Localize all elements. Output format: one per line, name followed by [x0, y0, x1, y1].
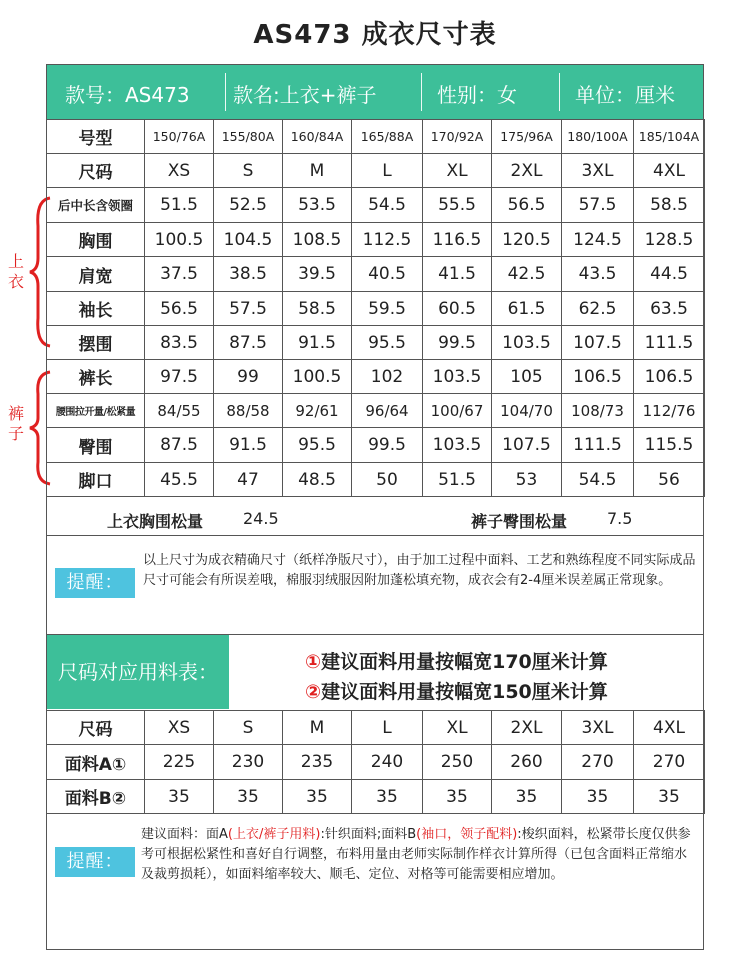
table-cell: 115.5: [634, 428, 705, 463]
table-row: [47, 394, 705, 428]
gender: 性别：女: [437, 83, 517, 107]
table-cell: 260: [492, 745, 562, 780]
top-ease-value: 24.5: [243, 509, 279, 528]
table-cell: 61.5: [492, 292, 562, 326]
table-cell: 55.5: [423, 188, 492, 223]
table-cell: 51.5: [145, 188, 214, 223]
table-cell: 250: [423, 745, 492, 780]
row-label: 后中长含领圈: [47, 188, 145, 223]
table-cell: 50: [352, 463, 423, 497]
row-label: 面料A①: [47, 745, 145, 780]
table-cell: 165/88A: [352, 120, 423, 154]
row-label: 袖长: [47, 292, 145, 326]
table-cell: 62.5: [562, 292, 634, 326]
row-label: 腰围拉开量/松紧量: [47, 394, 145, 428]
table-cell: XS: [145, 711, 214, 745]
table-cell: 35: [634, 780, 705, 814]
advice-150-mark: ②: [305, 681, 322, 703]
table-cell: 108.5: [283, 223, 352, 257]
table-cell: 60.5: [423, 292, 492, 326]
table-cell: 4XL: [634, 154, 705, 188]
row-label: 号型: [47, 120, 145, 154]
advice-150-text: 建议面料用量按幅宽150厘米计算: [321, 681, 608, 703]
table-cell: 53: [492, 463, 562, 497]
advice-150: [305, 677, 608, 704]
row-label: 臀围: [47, 428, 145, 463]
table-cell: 108/73: [562, 394, 634, 428]
reminder-text-2: [141, 825, 697, 885]
table-cell: 35: [214, 780, 283, 814]
table-cell: XS: [145, 154, 214, 188]
table-cell: 103.5: [423, 428, 492, 463]
table-cell: 99.5: [352, 428, 423, 463]
table-row: [47, 711, 705, 745]
table-row: [47, 780, 705, 814]
table-cell: 128.5: [634, 223, 705, 257]
top-ease-label: 上衣胸围松量: [107, 512, 204, 531]
table-cell: 45.5: [145, 463, 214, 497]
table-cell: M: [283, 711, 352, 745]
reminder-badge-1: 提醒：: [55, 568, 135, 598]
table-cell: 270: [634, 745, 705, 780]
fabric-heading: 尺码对应用料表：: [47, 635, 229, 709]
table-cell: 100/67: [423, 394, 492, 428]
table-cell: 35: [145, 780, 214, 814]
table-cell: 51.5: [423, 463, 492, 497]
table-row: [47, 745, 705, 780]
row-label: 尺码: [47, 154, 145, 188]
table-cell: 38.5: [214, 257, 283, 292]
row-label: 脚口: [47, 463, 145, 497]
table-cell: 39.5: [283, 257, 352, 292]
table-cell: 240: [352, 745, 423, 780]
table-cell: 91.5: [283, 326, 352, 360]
advice-170-text: 建议面料用量按幅宽170厘米计算: [321, 651, 608, 673]
table-cell: 37.5: [145, 257, 214, 292]
table-cell: 106.5: [562, 360, 634, 394]
row-label: 胸围: [47, 223, 145, 257]
table-row: [47, 463, 705, 497]
style-name: 款名:上衣+裤子: [233, 83, 377, 107]
table-row: [47, 188, 705, 223]
table-cell: 235: [283, 745, 352, 780]
table-cell: 106.5: [634, 360, 705, 394]
style-number: 款号：AS473: [65, 83, 190, 107]
table-cell: L: [352, 711, 423, 745]
table-cell: 47: [214, 463, 283, 497]
table-cell: 57.5: [214, 292, 283, 326]
table-cell: 3XL: [562, 154, 634, 188]
table-cell: 124.5: [562, 223, 634, 257]
table-cell: 111.5: [634, 326, 705, 360]
size-table: [46, 119, 705, 497]
page-title: AS473 成衣尺寸表: [253, 20, 497, 50]
table-row: [47, 360, 705, 394]
table-cell: 100.5: [283, 360, 352, 394]
table-cell: 95.5: [283, 428, 352, 463]
table-cell: 53.5: [283, 188, 352, 223]
unit: 单位：厘米: [575, 83, 675, 107]
table-cell: 160/84A: [283, 120, 352, 154]
table-cell: 56.5: [145, 292, 214, 326]
table-cell: 54.5: [562, 463, 634, 497]
reminder2-part4: (袖口，领子配料): [416, 827, 518, 842]
row-label: 摆围: [47, 326, 145, 360]
table-cell: 48.5: [283, 463, 352, 497]
table-cell: M: [283, 154, 352, 188]
bottom-brace-label: 裤子: [8, 404, 25, 443]
reminder-badge-2: 提醒：: [55, 847, 135, 877]
table-row: [47, 120, 705, 154]
table-cell: 41.5: [423, 257, 492, 292]
pants-ease-label: 裤子臀围松量: [471, 512, 568, 531]
table-cell: 99.5: [423, 326, 492, 360]
table-cell: 52.5: [214, 188, 283, 223]
table-cell: 4XL: [634, 711, 705, 745]
table-cell: 230: [214, 745, 283, 780]
table-cell: 2XL: [492, 711, 562, 745]
table-cell: L: [352, 154, 423, 188]
table-cell: 35: [283, 780, 352, 814]
table-cell: 83.5: [145, 326, 214, 360]
table-row: [47, 292, 705, 326]
pants-ease-value: 7.5: [607, 509, 633, 528]
top-brace-label: 上衣: [8, 252, 25, 291]
table-cell: 185/104A: [634, 120, 705, 154]
table-cell: 112.5: [352, 223, 423, 257]
table-cell: 59.5: [352, 292, 423, 326]
table-cell: XL: [423, 711, 492, 745]
reminder-text-1: 以上尺寸为成衣精确尺寸（纸样净版尺寸），由于加工过程中面料、工艺和熟练程度不同实际成品尺寸可能会有所误差哦，棉服羽绒服因附加蓬松填充物，成衣会有2-4厘米误差属正常现象。: [143, 553, 696, 588]
info-header: [47, 65, 703, 119]
reminder2-part3: :针织面料;面料B: [320, 827, 417, 842]
table-cell: 3XL: [562, 711, 634, 745]
table-row: [47, 257, 705, 292]
reminder2-part5: :梭织面料，松紧带长度仅供参考可根据松紧性和喜好自行调整，布料用量由老师实际制作样衣计算所得（已包含面料正常缩水及裁剪损耗），如面料缩率较大、顺毛、定位、对格等可能需要相应增加。: [141, 827, 691, 882]
table-cell: 88/58: [214, 394, 283, 428]
table-cell: 56: [634, 463, 705, 497]
table-cell: 105: [492, 360, 562, 394]
ease-row: [47, 502, 703, 536]
table-row: [47, 154, 705, 188]
row-label: 裤长: [47, 360, 145, 394]
table-cell: 42.5: [492, 257, 562, 292]
reminder2-part1: 建议面料：面A: [141, 827, 228, 842]
table-cell: 91.5: [214, 428, 283, 463]
table-cell: 100.5: [145, 223, 214, 257]
table-cell: 54.5: [352, 188, 423, 223]
fabric-table: [46, 710, 705, 814]
table-cell: 99: [214, 360, 283, 394]
table-cell: 2XL: [492, 154, 562, 188]
table-cell: 35: [423, 780, 492, 814]
table-cell: 270: [562, 745, 634, 780]
table-cell: 111.5: [562, 428, 634, 463]
table-row: [47, 428, 705, 463]
table-cell: 63.5: [634, 292, 705, 326]
table-cell: 120.5: [492, 223, 562, 257]
table-cell: 87.5: [145, 428, 214, 463]
table-cell: S: [214, 711, 283, 745]
table-cell: 95.5: [352, 326, 423, 360]
size-chart-frame: [46, 64, 704, 950]
table-cell: 87.5: [214, 326, 283, 360]
table-cell: 43.5: [562, 257, 634, 292]
table-cell: 35: [352, 780, 423, 814]
table-cell: 57.5: [562, 188, 634, 223]
table-cell: 116.5: [423, 223, 492, 257]
table-row: [47, 223, 705, 257]
table-cell: 104.5: [214, 223, 283, 257]
table-row: [47, 326, 705, 360]
advice-170-mark: ①: [305, 651, 322, 673]
table-cell: 84/55: [145, 394, 214, 428]
table-cell: 155/80A: [214, 120, 283, 154]
table-cell: 58.5: [634, 188, 705, 223]
table-cell: 103.5: [492, 326, 562, 360]
table-cell: 107.5: [492, 428, 562, 463]
table-cell: 175/96A: [492, 120, 562, 154]
reminder2-part2: (上衣/裤子用料): [227, 827, 321, 842]
table-cell: 104/70: [492, 394, 562, 428]
fabric-section: [47, 634, 703, 710]
table-cell: 107.5: [562, 326, 634, 360]
row-label: 肩宽: [47, 257, 145, 292]
table-cell: 58.5: [283, 292, 352, 326]
table-cell: XL: [423, 154, 492, 188]
table-cell: 56.5: [492, 188, 562, 223]
table-cell: 96/64: [352, 394, 423, 428]
table-cell: 97.5: [145, 360, 214, 394]
table-cell: 225: [145, 745, 214, 780]
table-cell: 180/100A: [562, 120, 634, 154]
table-cell: 102: [352, 360, 423, 394]
table-cell: 103.5: [423, 360, 492, 394]
row-label: 面料B②: [47, 780, 145, 814]
advice-170: [305, 647, 608, 674]
table-cell: 35: [492, 780, 562, 814]
table-cell: 150/76A: [145, 120, 214, 154]
table-cell: 35: [562, 780, 634, 814]
table-cell: 170/92A: [423, 120, 492, 154]
table-cell: 112/76: [634, 394, 705, 428]
table-cell: 92/61: [283, 394, 352, 428]
table-cell: S: [214, 154, 283, 188]
row-label: 尺码: [47, 711, 145, 745]
table-cell: 44.5: [634, 257, 705, 292]
table-cell: 40.5: [352, 257, 423, 292]
